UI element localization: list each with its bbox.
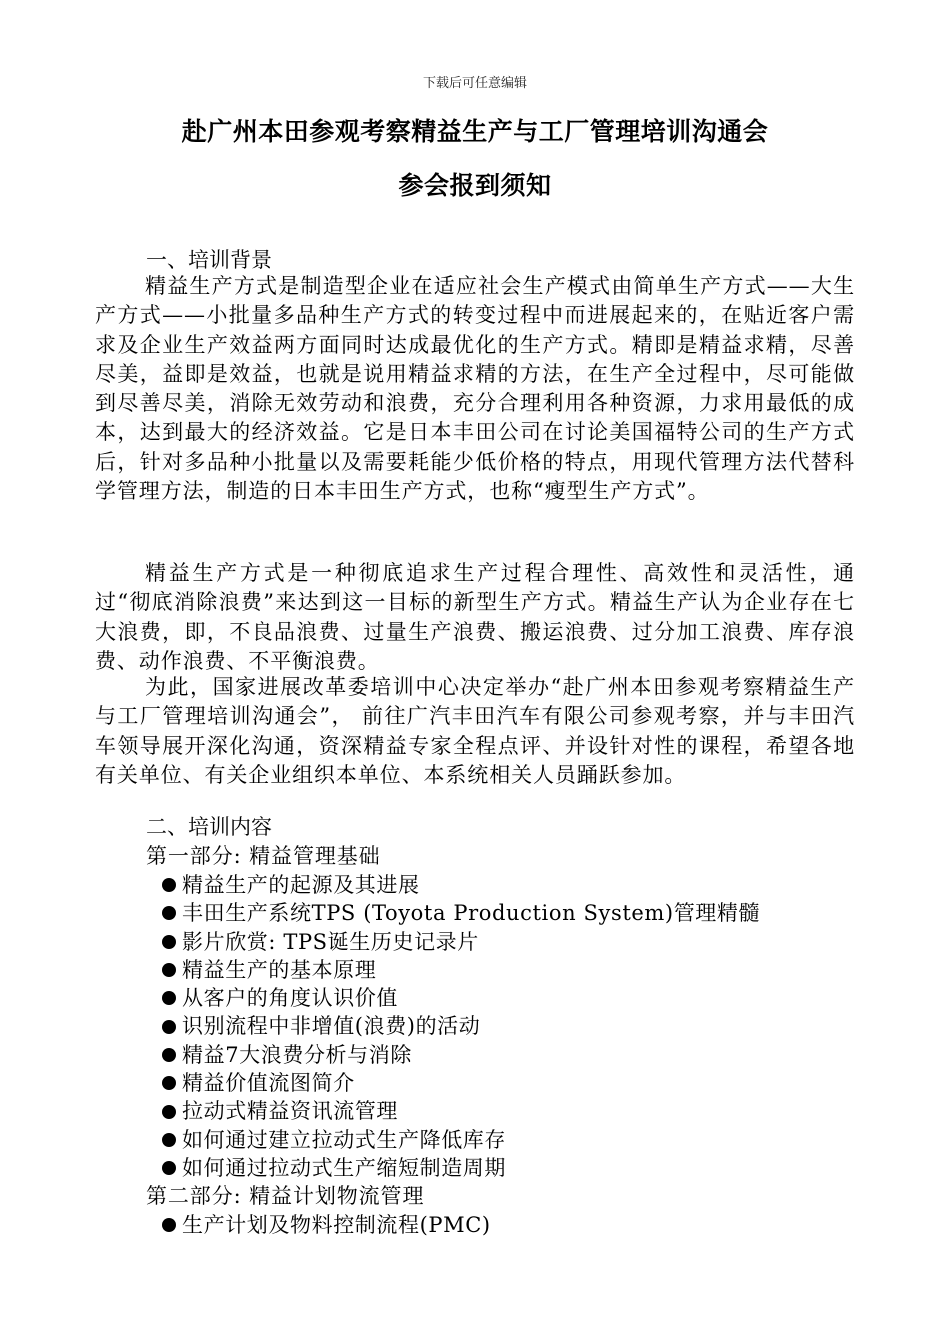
part-two-list bbox=[162, 1211, 491, 1239]
list-item-text: 精益价值流图简介 bbox=[182, 1071, 355, 1096]
bullet-icon bbox=[162, 1048, 176, 1062]
list-item bbox=[162, 1069, 760, 1097]
list-item bbox=[162, 899, 760, 927]
list-item bbox=[162, 1154, 760, 1182]
list-item bbox=[162, 1012, 760, 1040]
list-item bbox=[162, 1041, 760, 1069]
list-item bbox=[162, 956, 760, 984]
header-note: 下载后可任意编辑 bbox=[422, 76, 527, 91]
list-item bbox=[162, 1211, 491, 1239]
bullet-icon bbox=[162, 1161, 176, 1175]
list-item-text: 如何通过建立拉动式生产降低库存 bbox=[182, 1127, 506, 1152]
bullet-icon bbox=[162, 1076, 176, 1090]
bullet-icon bbox=[162, 935, 176, 949]
bullet-icon bbox=[162, 878, 176, 892]
list-item bbox=[162, 871, 760, 899]
document-title: 赴广州本田参观考察精益生产与工厂管理培训沟通会 bbox=[181, 117, 769, 146]
list-item-text: 如何通过拉动式生产缩短制造周期 bbox=[182, 1155, 506, 1180]
list-item-text: 拉动式精益资讯流管理 bbox=[182, 1099, 398, 1124]
part-one-list bbox=[162, 871, 760, 1182]
section-heading-content: 二、培训内容 bbox=[146, 815, 272, 839]
bullet-icon bbox=[162, 906, 176, 920]
paragraph-seven-wastes: 精益生产方式是一种彻底追求生产过程合理性、高效性和灵活性，通过“彻底消除浪费”来达到这一目标的新型生产方式。精益生产认为企业存在七大浪费，即，不良品浪费、过量生产浪费、搬运浪费、过分加工浪费、库存浪费、动作浪费、不平衡浪费。 bbox=[95, 561, 855, 673]
paragraph-event-announcement: 为此，国家进展改革委培训中心决定举办“赴广州本田参观考察精益生产与工厂管理培训沟通会”， 前往广汽丰田汽车有限公司参观考察，并与丰田汽车领导展开深化沟通，资深精益专家全程点评、并设针对性的课程，希望各地有关单位、有关企业组织本单位、本系统相关人员踊跃参加。 bbox=[95, 675, 855, 787]
list-item-text: 生产计划及物料控制流程(PMC) bbox=[182, 1213, 491, 1237]
bullet-icon bbox=[162, 1218, 176, 1232]
section-heading-background: 一、培训背景 bbox=[146, 248, 272, 272]
list-item-text: 精益7大浪费分析与消除 bbox=[182, 1042, 412, 1067]
part-one-label: 第一部分: 精益管理基础 bbox=[146, 844, 381, 868]
part-two-label: 第二部分: 精益计划物流管理 bbox=[146, 1184, 425, 1208]
list-item-text: 识别流程中非增值(浪费)的活动 bbox=[182, 1014, 481, 1039]
list-item bbox=[162, 1097, 760, 1125]
bullet-icon bbox=[162, 1020, 176, 1034]
list-item bbox=[162, 984, 760, 1012]
bullet-icon bbox=[162, 991, 176, 1005]
bullet-icon bbox=[162, 1105, 176, 1119]
list-item-text: 从客户的角度认识价值 bbox=[182, 986, 398, 1011]
list-item-text: 影片欣赏: TPS诞生历史记录片 bbox=[182, 929, 479, 954]
bullet-icon bbox=[162, 1133, 176, 1147]
list-item-text: 精益生产的起源及其进展 bbox=[182, 873, 420, 897]
list-item-text: 精益生产的基本原理 bbox=[182, 957, 377, 982]
document-subtitle: 参会报到须知 bbox=[398, 171, 552, 200]
paragraph-lean-intro: 精益生产方式是制造型企业在适应社会生产模式由简单生产方式——大生产方式——小批量多品种生产方式的转变过程中而进展起来的，在贴近客户需求及企业生产效益两方面同时达成最优化的生产方式。精即是精益求精，尽善尽美，益即是效益，也就是说用精益求精的方法，在生产全过程中，尽可能做到尽善尽美，消除无效劳动和浪费，充分合理利用各种资源，力求用最低的成本，达到最大的经济效益。它是日本丰田公司在讨论美国福特公司的生产方式后，针对多品种小批量以及需要耗能少低价格的特点，用现代管理方法代替科学管理方法，制造的日本丰田生产方式，也称“瘦型生产方式”。 bbox=[95, 274, 855, 504]
list-item bbox=[162, 928, 760, 956]
list-item-text: 丰田生产系统TPS (Toyota Production System)管理精髓 bbox=[182, 901, 761, 926]
list-item bbox=[162, 1126, 760, 1154]
bullet-icon bbox=[162, 963, 176, 977]
